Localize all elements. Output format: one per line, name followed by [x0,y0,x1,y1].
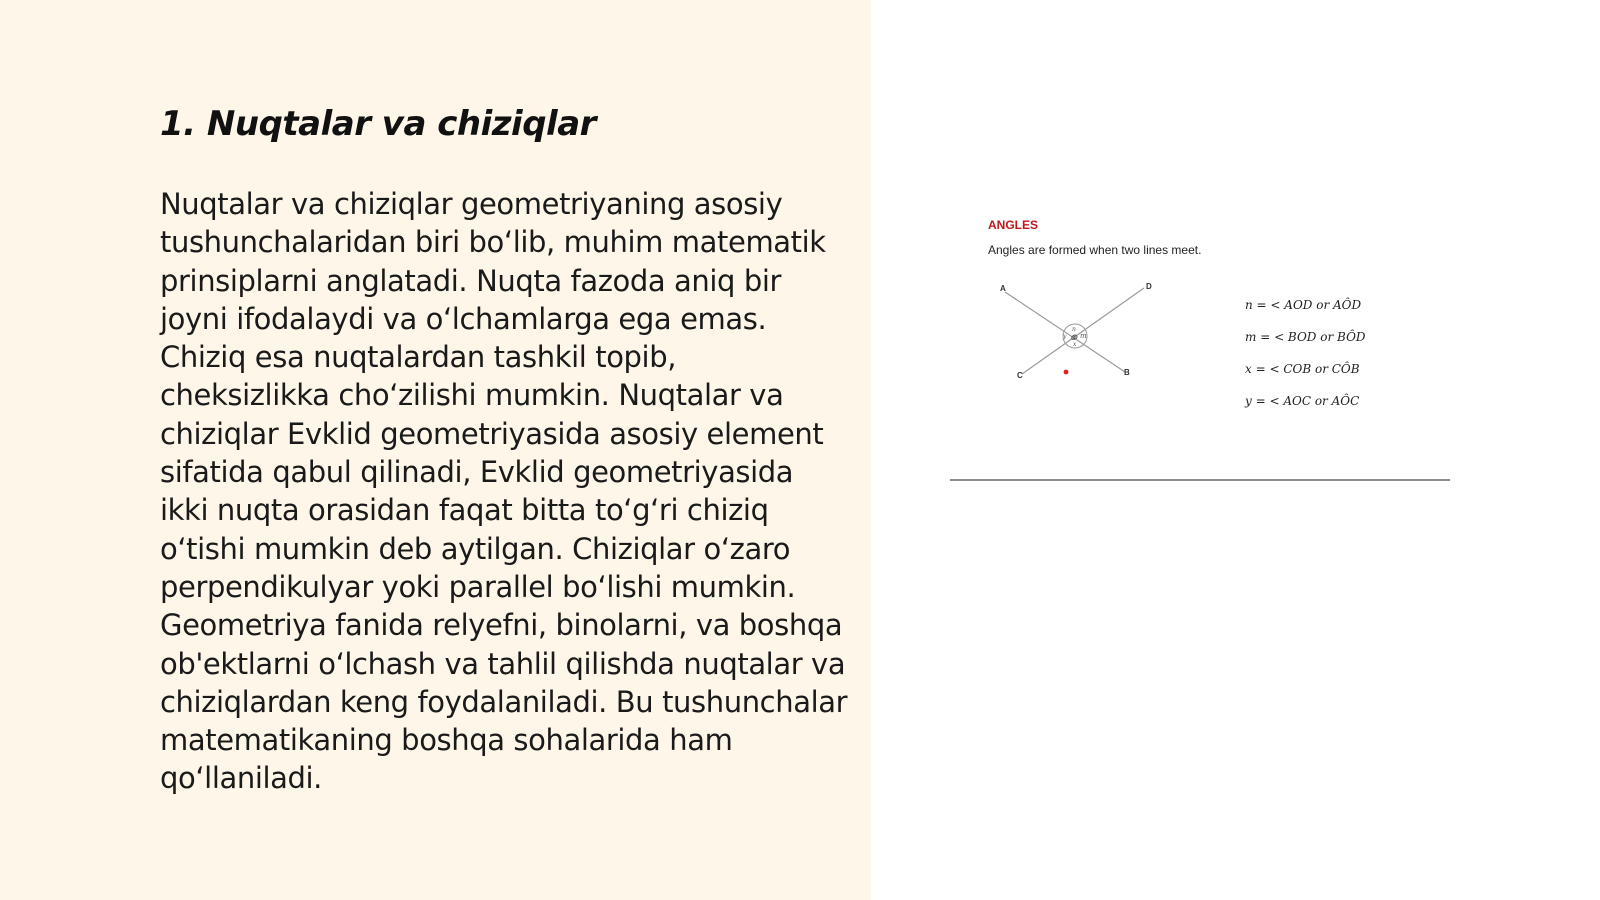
angle-label-y: y [1063,333,1067,340]
formula-y: y = < AOC or AÔC [1245,394,1360,408]
label-c: C [1017,371,1023,380]
label-o: O [1071,336,1076,342]
slide-title: 1. Nuqtalar va chiziqlar [160,104,596,144]
slide-body-text: Nuqtalar va chiziqlar geometriyaning asosiy tushunchalaridan biri bo‘lib, muhim matematik prinsiplarni anglatadi. Nuqta fazoda aniq bir joyni ifodalaydi va o‘lchamlarga ega emas. Chiziq esa nuqtalardan tashkil topib, cheksizlikka cho‘zilishi mumkin. Nuqtalar va chiziqlar Evklid geometriyasida asosiy element sifatida qabul qilinadi, Evklid geometriyasida ikki nuqta orasidan faqat bitta to‘g‘ri chiziq o‘tishi mumkin deb aytilgan. Chiziqlar o‘zaro perpendikulyar yoki parallel bo‘lishi mumkin. Geometriya fanida relyefni, binolarni, va boshqa ob'ektlarni o‘lchash va tahlil qilishda nuqtalar va chiziqlardan keng foydalaniladi. Bu tushunchalar matematikaning boshqa sohalarida ham qo‘llaniladi. [160,187,848,796]
line-ab [1005,292,1125,372]
angle-label-n: n [1072,326,1076,333]
angle-label-x: x [1073,341,1077,348]
formula-x: x = < COB or CÔB [1245,362,1360,376]
angles-figure [960,210,1420,440]
angle-formulas [1245,298,1366,426]
label-a: A [1000,284,1006,293]
formula-n: n = < AOD or AÔD [1245,298,1362,312]
figure-subtitle: Angles are formed when two lines meet. [988,243,1202,257]
red-marker-dot [1064,370,1069,375]
formula-m: m = < BOD or BÔD [1245,330,1366,344]
line-cd [1022,288,1144,374]
angle-label-m: m [1080,332,1087,340]
label-b: B [1124,368,1130,377]
intersecting-lines-diagram [1000,280,1170,390]
label-d: D [1146,282,1152,291]
figure-title: ANGLES [988,218,1039,232]
figure-divider-line [950,479,1450,481]
